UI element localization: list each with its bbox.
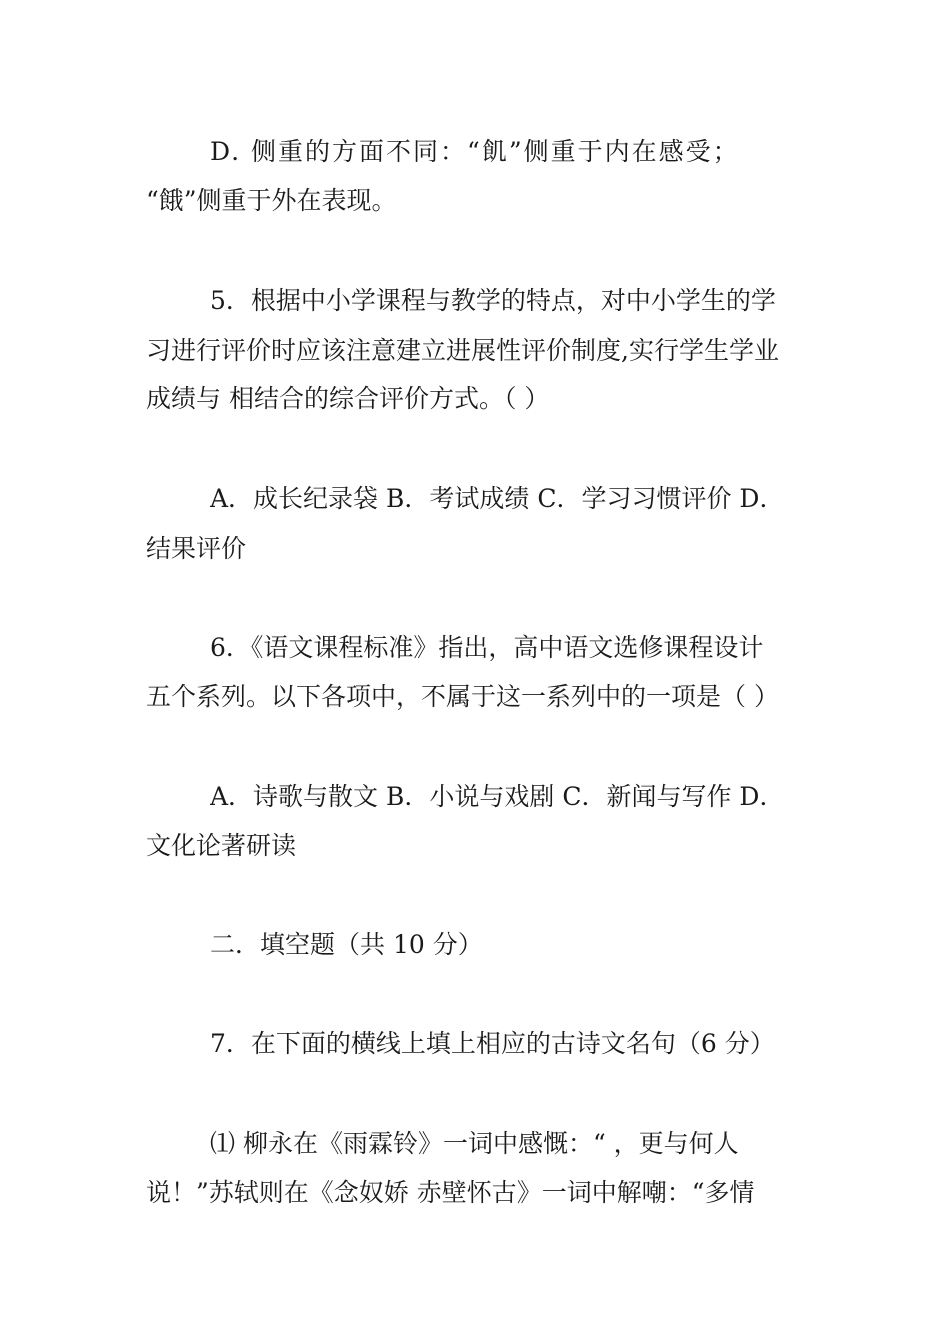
question-5-line-3: 成绩与 相结合的综合评价方式。（ ） bbox=[146, 384, 550, 413]
question-6-line-2: 五个系列。以下各项中，不属于这一系列中的一项是（ ） bbox=[146, 682, 779, 711]
question-5-line-2: 习进行评价时应该注意建立进展性评价制度,实行学生学业 bbox=[146, 336, 779, 365]
option-d-line-2: “餓”侧重于外在表现。 bbox=[146, 186, 397, 215]
option-d-line-1: D. 侧重的方面不同：“飢”侧重于内在感受； bbox=[210, 137, 740, 166]
section-heading-fill-in: 二．填空题（共 10 分） bbox=[210, 930, 483, 959]
question-6-line-1: 6．《语文课程标准》指出，高中语文选修课程设计 bbox=[210, 633, 764, 662]
question-7-sub-1-line-1: ⑴ 柳永在《雨霖铃》一词中感慨：“ ，更与何人 bbox=[210, 1129, 739, 1158]
question-5-line-1: 5．根据中小学课程与教学的特点，对中小学生的学 bbox=[210, 286, 776, 315]
question-6-options-line-2: 文化论著研读 bbox=[146, 831, 297, 860]
question-6-options-line-1: A．诗歌与散文 B．小说与戏剧 C．新闻与写作 D． bbox=[210, 782, 785, 811]
question-7-line: 7．在下面的横线上填上相应的古诗文名句（6 分） bbox=[210, 1029, 775, 1058]
question-5-options-line-1: A．成长纪录袋 B．考试成绩 C．学习习惯评价 D． bbox=[210, 484, 785, 513]
question-5-options-line-2: 结果评价 bbox=[146, 534, 247, 563]
question-7-sub-1-line-2: 说！”苏轼则在《念奴娇 赤壁怀古》一词中解嘲：“多情 bbox=[146, 1178, 755, 1207]
